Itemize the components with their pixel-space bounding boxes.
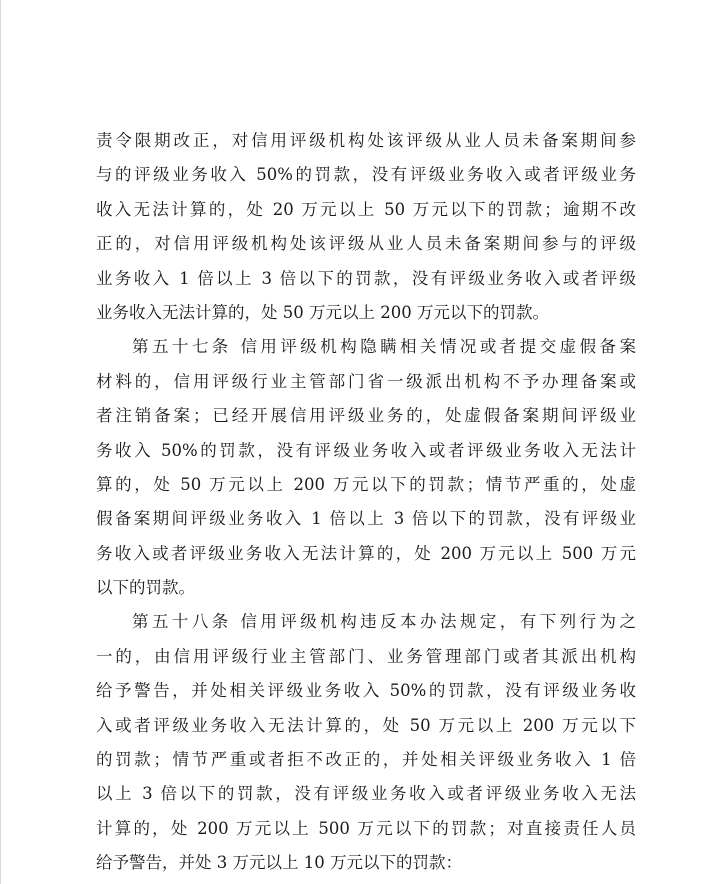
text-line: 材料的，信用评级行业主管部门省一级派出机构不予办理备案或 [96, 371, 636, 391]
document-body [96, 124, 636, 881]
text-line: 责令限期改正，对信用评级机构处该评级从业人员未备案期间参 [96, 131, 636, 150]
text-line: 的罚款；情节严重或者拒不改正的，并处相关评级业务收入 1 倍 [96, 750, 636, 770]
paragraph-article-57 [96, 330, 636, 605]
text-line: 给予警告，并处相关评级业务收入 50%的罚款，没有评级业务收 [96, 681, 636, 701]
text-line: 正的，对信用评级机构处该评级从业人员未备案期间参与的评级 [96, 234, 636, 254]
paragraph-continuation [96, 124, 636, 330]
text-line: 第五十七条 信用评级机构隐瞒相关情况或者提交虚假备案 [132, 337, 636, 357]
text-line: 一的，由信用评级行业主管部门、业务管理部门或者其派出机构 [96, 646, 636, 666]
text-line: 以上 3 倍以下的罚款，没有评级业务收入或者评级业务收入无法 [96, 784, 636, 804]
text-line: 务收入 50%的罚款，没有评级业务收入或者评级业务收入无法计 [96, 440, 636, 460]
text-line: 第五十八条 信用评级机构违反本办法规定，有下列行为之 [132, 612, 636, 632]
text-line: 算的，处 50 万元以上 200 万元以下的罚款；情节严重的，处虚 [96, 474, 636, 494]
text-line: 计算的，处 200 万元以上 500 万元以下的罚款；对直接责任人员 [96, 818, 636, 838]
text-line: 入或者评级业务收入无法计算的，处 50 万元以上 200 万元以下 [96, 715, 636, 735]
text-line: 与的评级业务收入 50%的罚款，没有评级业务收入或者评级业务 [96, 165, 636, 185]
paragraph-article-58 [96, 605, 636, 880]
text-line: 业务收入无法计算的，处 50 万元以上 200 万元以下的罚款。 [96, 302, 549, 322]
text-line: 者注销备案；已经开展信用评级业务的，处虚假备案期间评级业 [96, 406, 636, 426]
text-line: 以下的罚款。 [96, 578, 195, 598]
text-line: 务收入或者评级业务收入无法计算的，处 200 万元以上 500 万元 [96, 543, 636, 563]
text-line: 假备案期间评级业务收入 1 倍以上 3 倍以下的罚款，没有评级业 [96, 509, 636, 529]
text-line: 给予警告，并处 3 万元以上 10 万元以下的罚款： [96, 853, 462, 873]
text-line: 业务收入 1 倍以上 3 倍以下的罚款，没有评级业务收入或者评级 [96, 268, 636, 288]
text-line: 收入无法计算的，处 20 万元以上 50 万元以下的罚款；逾期不改 [96, 199, 636, 219]
